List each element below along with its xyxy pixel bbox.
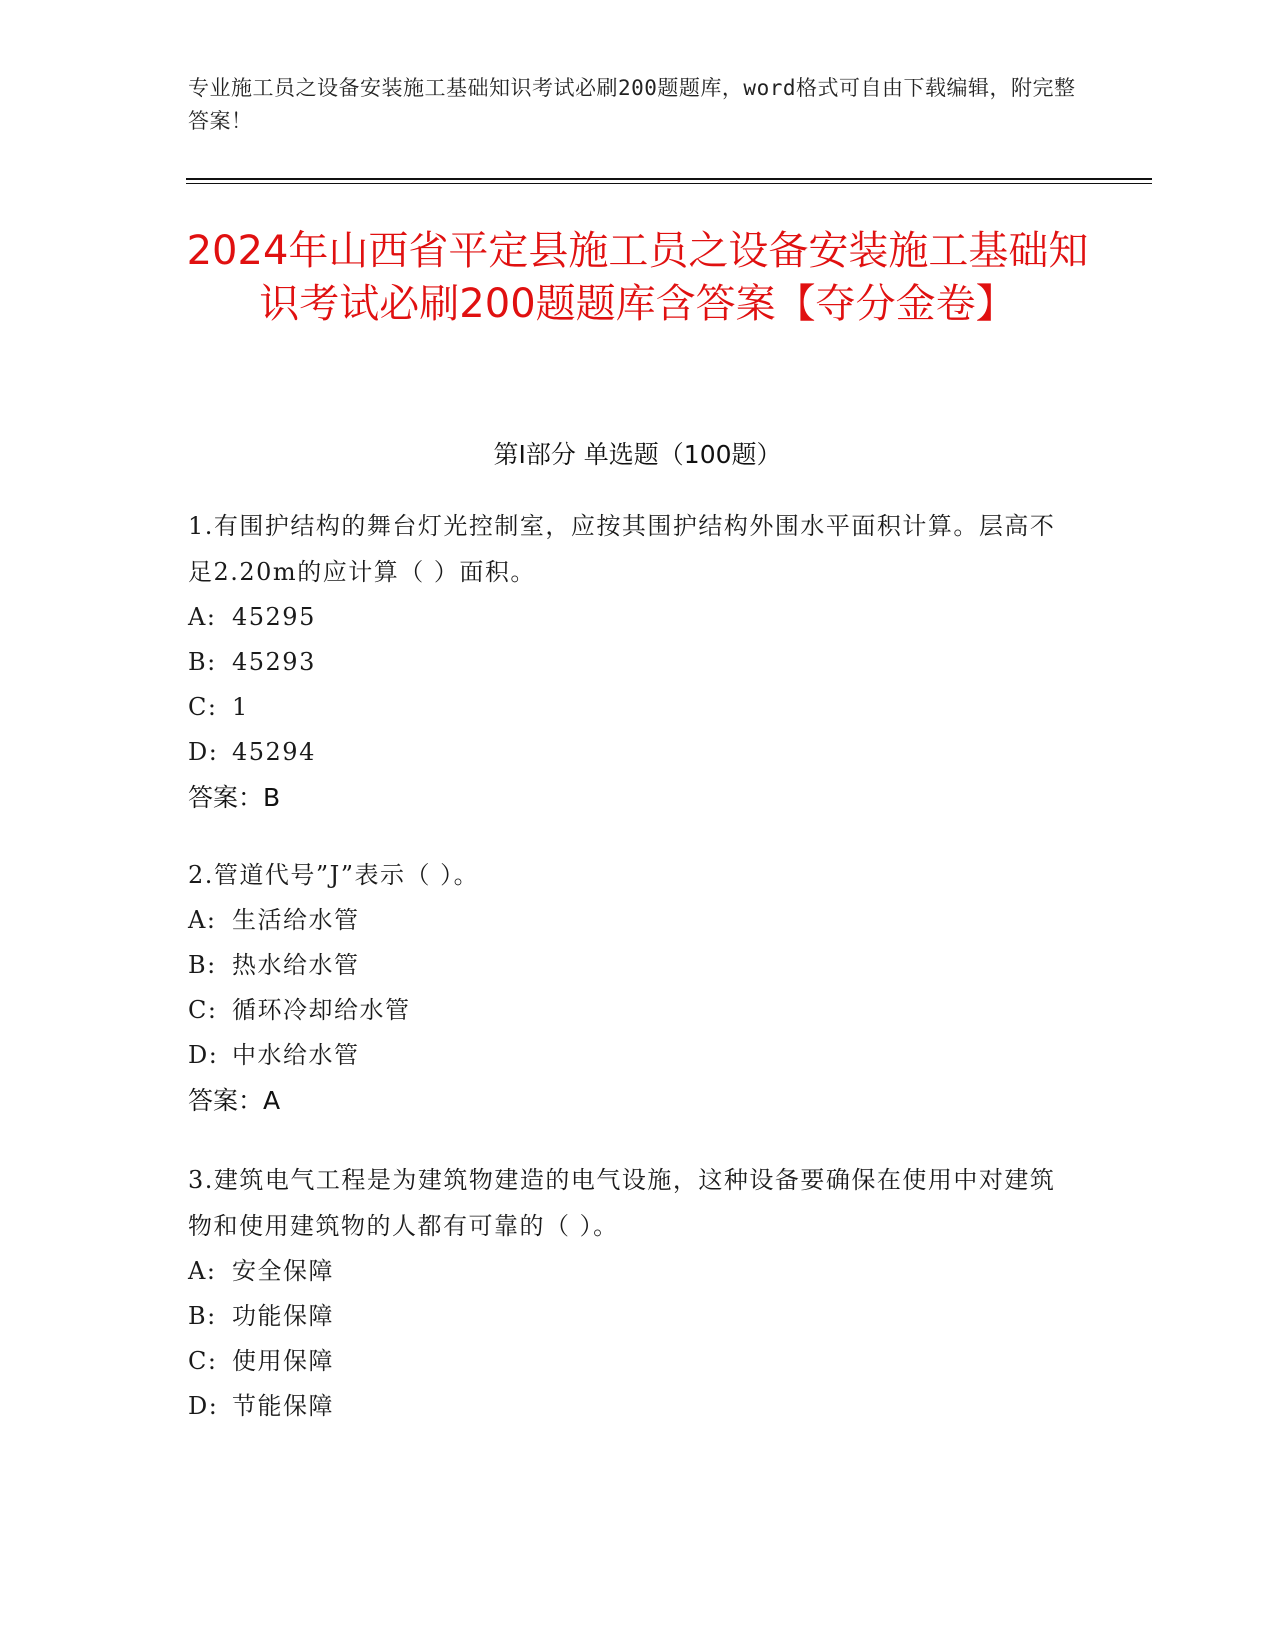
option-d: [188, 1033, 1068, 1078]
option-c: [188, 685, 1068, 730]
option-text: 功能保障: [232, 1302, 334, 1330]
option-a: [188, 898, 1068, 943]
option-text: 45295: [232, 603, 316, 631]
option-text: 循环冷却给水管: [232, 996, 411, 1024]
question-stem: 1.有围护结构的舞台灯光控制室，应按其围护结构外围水平面积计算。层高不足2.20m的应计算（ ）面积。: [188, 512, 1056, 586]
header-note: 专业施工员之设备安装施工基础知识考试必刷200题题库，word格式可自由下载编辑，附完整答案！: [188, 76, 1076, 133]
option-text: 热水给水管: [232, 951, 360, 979]
option-b: [188, 640, 1068, 685]
option-text: 1: [232, 693, 249, 721]
option-text: 生活给水管: [232, 906, 360, 934]
option-d: [188, 730, 1068, 775]
option-letter: A:: [188, 603, 217, 631]
question-3: [188, 1157, 1068, 1429]
answer: 答案：A: [188, 1086, 281, 1115]
option-letter: A:: [188, 1257, 217, 1285]
question-stem: 3.建筑电气工程是为建筑物建造的电气设施，这种设备要确保在使用中对建筑物和使用建筑物的人都有可靠的（ ）。: [188, 1166, 1056, 1240]
option-letter: B:: [188, 1302, 217, 1330]
option-c: [188, 1339, 1068, 1384]
option-a: [188, 595, 1068, 640]
option-letter: A:: [188, 906, 217, 934]
option-text: 安全保障: [232, 1257, 334, 1285]
answer: 答案：B: [188, 783, 281, 812]
option-letter: D:: [188, 1392, 219, 1420]
option-text: 45293: [232, 648, 316, 676]
option-letter: B:: [188, 648, 217, 676]
header-divider-thin: [186, 183, 1152, 184]
option-text: 使用保障: [232, 1347, 334, 1375]
option-letter: D:: [188, 738, 219, 766]
option-letter: B:: [188, 951, 217, 979]
option-a: [188, 1249, 1068, 1294]
header-divider: [186, 178, 1152, 180]
option-b: [188, 1294, 1068, 1339]
question-1: [188, 503, 1068, 821]
option-b: [188, 943, 1068, 988]
option-d: [188, 1384, 1068, 1429]
option-letter: C:: [188, 996, 218, 1024]
option-letter: C:: [188, 693, 218, 721]
question-stem: 2.管道代号”J”表示（ ）。: [188, 861, 480, 889]
option-c: [188, 988, 1068, 1033]
option-text: 45294: [232, 738, 316, 766]
document-title: 2024年山西省平定县施工员之设备安装施工基础知识考试必刷200题题库含答案【夺分金卷】: [186, 228, 1089, 327]
section-heading: 第Ⅰ部分 单选题（100题）: [493, 440, 782, 469]
option-letter: D:: [188, 1041, 219, 1069]
option-text: 中水给水管: [232, 1041, 360, 1069]
question-2: [188, 852, 1068, 1124]
option-letter: C:: [188, 1347, 218, 1375]
option-text: 节能保障: [232, 1392, 334, 1420]
